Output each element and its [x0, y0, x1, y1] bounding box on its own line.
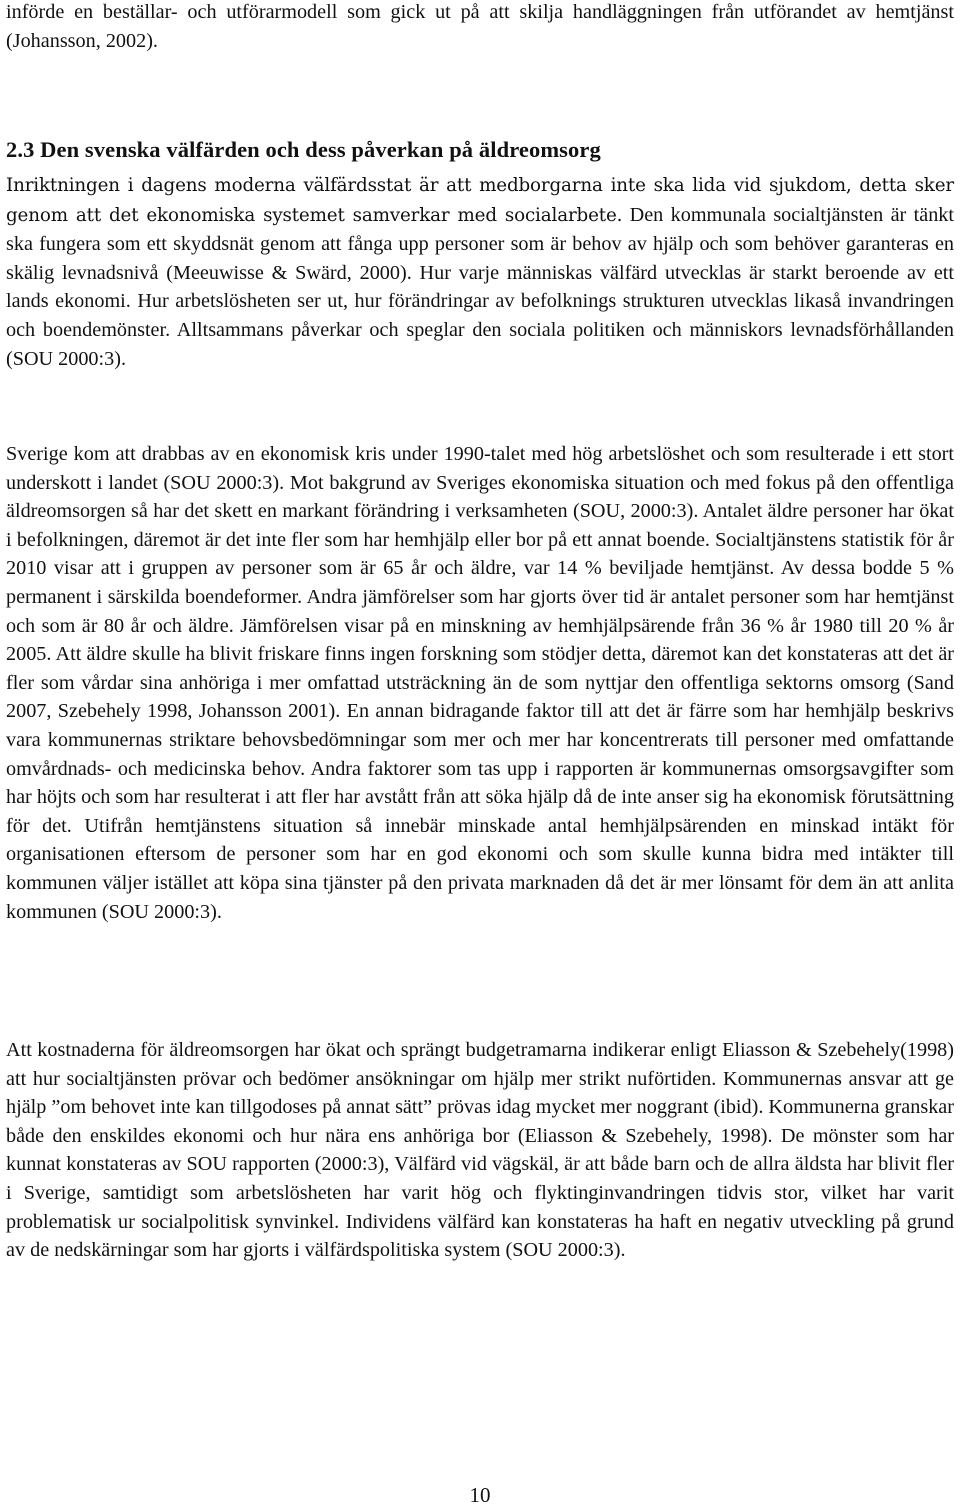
intro-paragraph: införde en beställar- och utförarmodell som gick ut på att skilja handläggningen från utförandet av hemtjänst (Johansson, 2002).: [6, 1, 954, 52]
section-paragraph-2: Sverige kom att drabbas av en ekonomisk kris under 1990-talet med hög arbetslöshet och som resulterade i ett stort underskott i landet (SOU 2000:3). Mot bakgrund av Sveriges ekonomiska situation och med fokus på den offentliga äldreomsorgen så har det skett en markant förändring i verksamheten (SOU, 2000:3). Antalet äldre personer har ökat i befolkningen, däremot är det inte fler som har hemhjälp eller bor på ett annat boende. Socialtjänstens statistik för år 2010 visar att i gruppen av personer som är 65 år och äldre, var 14 % beviljade hemtjänst. Av dessa bodde 5 % permanent i särskilda boendeformer. Andra jämförelser som har gjorts över tid är antalet personer som har hemtjänst och som är 80 år och äldre. Jämförelsen visar på en minskning av hemhjälpsärende från 36 % år 1980 till 20 % år 2005. Att äldre skulle ha blivit friskare finns ingen forskning som stödjer detta, däremot kan det konstateras att det är fler som vårdar sina anhöriga i mer omfattad utsträckning än de som nyttjar den offentliga sektorns omsorg (Sand 2007, Szebehely 1998, Johansson 2001). En annan bidragande faktor till att det är färre som har hemhjälp beskrivs vara kommunernas striktare behovsbedömningar som mer och mer har koncentrerats till personer med omfattande omvårdnads- och medicinska behov. Andra faktorer som tas upp i rapporten är kommunernas omsorgsavgifter som har höjts och som har resulterat i att fler har avstått från att söka hjälp då de inte anser sig ha ekonomisk förutsättning för det. Utifrån hemtjänstens situation så innebär minskade antal hemhjälpsärenden en minskad intäkt för organisationen eftersom de personer som har en god ekonomi och som skulle kunna bidra med intäkter till kommunen väljer istället att köpa sina tjänster på den privata marknaden då det är mer lönsamt för dem än att anlita kommunen (SOU 2000:3).: [6, 443, 954, 923]
section-paragraph-3: Att kostnaderna för äldreomsorgen har ökat och sprängt budgetramarna indikerar enligt Eliasson & Szebehely(1998) att hur socialtjänsten prövar och bedömer ansökningar om hjälp mer strikt nuförtiden. Kommunernas ansvar att ge hjälp ”om behovet inte kan tillgodoses på annat sätt” prövas idag mycket mer noggrant (ibid). Kommunerna granskar både den enskildes ekonomi och hur nära ens anhöriga bor (Eliasson & Szebehely, 1998). De mönster som har kunnat konstateras av SOU rapporten (2000:3), Välfärd vid vägskäl, är att både barn och de allra äldsta har blivit fler i Sverige, samtidigt som arbetslösheten har varit hög och flyktinginvandringen tidvis stor, vilket har varit problematisk ur socialpolitisk synvinkel. Individens välfärd kan konstateras ha haft en negativ utveckling på grund av de nedskärningar som har gjorts i välfärdspolitiska system (SOU 2000:3).: [6, 1039, 954, 1262]
section-heading: 2.3 Den svenska välfärden och dess påverkan på äldreomsorg: [6, 137, 601, 162]
section-paragraph-1-rest: Den kommunala socialtjänsten är tänkt ska fungera som ett skyddsnät genom att fånga upp personer som är behov av hjälp och som behöver garanteras en skälig levnadsnivå (Meeuwisse & Swärd, 2000). Hur varje människas välfärd utvecklas är starkt beroende av ett lands ekonomi. Hur arbetslösheten ser ut, hur förändringar av befolknings strukturen utvecklas likaså invandringen och boendemönster. Alltsammans påverkar och speglar den sociala politiken och människors levnadsförhållanden (SOU 2000:3).: [6, 203, 954, 370]
page-number: 10: [469, 1483, 491, 1507]
section-paragraph-1-lead: Inriktningen i dagens moderna välfärdsstat är att medborgarna inte ska lida vid sjukdom, detta sker genom att det ekonomiska systemet samverkar med socialarbete.: [6, 175, 954, 226]
section-paragraph-1: [6, 171, 954, 373]
document-page: [6, 0, 954, 1262]
